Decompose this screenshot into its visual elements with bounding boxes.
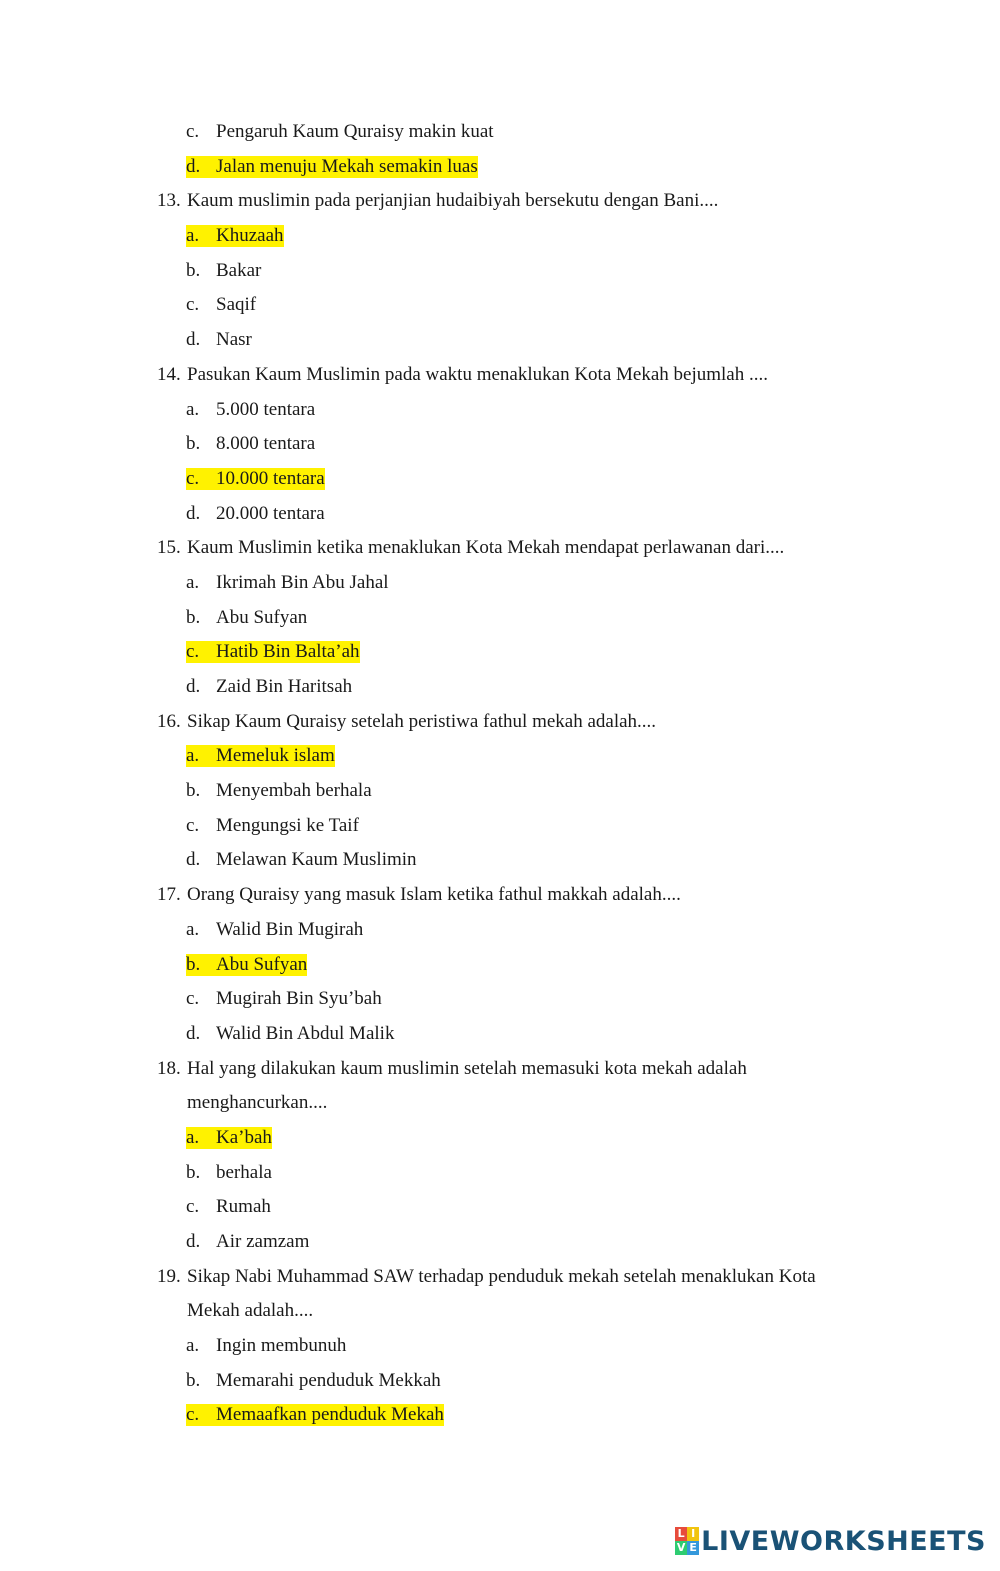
answer-option [0, 254, 1000, 289]
question-text: Mekah adalah.... [187, 1300, 314, 1322]
question-text-continuation [0, 1294, 1000, 1329]
option-text: Zaid Bin Haritsah [216, 676, 353, 697]
option-text: Pengaruh Kaum Quraisy makin kuat [216, 121, 494, 142]
answer-option [0, 1156, 1000, 1191]
option-letter: a. [186, 398, 200, 420]
option-text: Mengungsi ke Taif [216, 814, 359, 836]
option-text: Rumah [216, 1196, 271, 1218]
option-content [186, 260, 261, 282]
option-letter: a. [186, 745, 200, 767]
option-content [186, 988, 382, 1010]
option-content [186, 1370, 441, 1392]
option-letter: b. [186, 259, 201, 281]
answer-option [0, 288, 1000, 323]
option-content [186, 1231, 309, 1253]
question-number: 16. [157, 710, 181, 732]
option-content [186, 1127, 272, 1149]
answer-option [0, 427, 1000, 462]
answer-option-highlighted [0, 1398, 1000, 1433]
question-text: menghancurkan.... [187, 1092, 328, 1114]
option-content [186, 607, 307, 629]
option-text: Ikrimah Bin Abu Jahal [216, 571, 389, 593]
option-text: Jalan menuju Mekah semakin luas [216, 155, 478, 177]
logo-letter: I [687, 1527, 699, 1541]
answer-option [0, 323, 1000, 358]
answer-option [0, 115, 1000, 150]
option-text: Ka’bah [216, 1126, 272, 1148]
option-content [186, 121, 494, 143]
option-content [186, 1196, 271, 1218]
option-letter: d. [186, 155, 201, 177]
option-letter: d. [186, 329, 201, 351]
question-text: Sikap Kaum Quraisy setelah peristiwa fathul mekah adalah.... [187, 710, 657, 732]
option-text: Bakar [216, 259, 262, 281]
option-text: Mugirah Bin Syu’bah [216, 988, 382, 1010]
question-number: 18. [157, 1057, 181, 1079]
option-content [186, 1162, 272, 1184]
question-line [0, 184, 1000, 219]
option-letter: c. [186, 294, 200, 316]
answer-option [0, 774, 1000, 809]
option-letter: d. [186, 1022, 201, 1044]
option-text: 10.000 tentara [216, 467, 325, 489]
option-text: Memeluk islam [216, 745, 335, 767]
option-letter: c. [186, 814, 200, 836]
option-letter: d. [186, 502, 201, 524]
option-text: Walid Bin Abdul Malik [216, 1022, 395, 1044]
logo-letter: L [675, 1527, 687, 1541]
option-content [186, 815, 359, 837]
option-content [186, 433, 315, 455]
option-content [186, 329, 252, 351]
answer-option [0, 1364, 1000, 1399]
option-letter: b. [186, 1369, 201, 1391]
answer-option [0, 1017, 1000, 1052]
option-content [186, 745, 335, 767]
answer-option [0, 982, 1000, 1017]
question-number: 19. [157, 1265, 181, 1287]
option-content [186, 294, 256, 316]
option-text: berhala [216, 1161, 272, 1183]
question-text: Kaum muslimin pada perjanjian hudaibiyah bersekutu dengan Bani.... [187, 190, 719, 212]
option-content [186, 780, 372, 802]
worksheet-document [0, 115, 1000, 1433]
answer-option-highlighted [0, 739, 1000, 774]
answer-option [0, 670, 1000, 705]
answer-option [0, 393, 1000, 428]
option-content [186, 225, 284, 247]
option-letter: c. [186, 121, 200, 142]
option-letter: c. [186, 988, 200, 1010]
option-text: Ingin membunuh [216, 1335, 347, 1357]
question-text-continuation [0, 1086, 1000, 1121]
answer-option [0, 1190, 1000, 1225]
question-number: 13. [157, 190, 181, 212]
question-text: Sikap Nabi Muhammad SAW terhadap penduduk mekah setelah menaklukan Kota [187, 1265, 816, 1287]
answer-option-highlighted [0, 948, 1000, 983]
question-text: Orang Quraisy yang masuk Islam ketika fathul makkah adalah.... [187, 884, 681, 906]
question-text: Pasukan Kaum Muslimin pada waktu menaklukan Kota Mekah bejumlah .... [187, 363, 768, 385]
option-letter: c. [186, 467, 200, 489]
option-text: Melawan Kaum Muslimin [216, 849, 417, 871]
question-text: Hal yang dilakukan kaum muslimin setelah memasuki kota mekah adalah [187, 1057, 747, 1079]
option-letter: a. [186, 1126, 200, 1148]
option-text: Air zamzam [216, 1231, 310, 1252]
option-letter: a. [186, 1335, 200, 1357]
option-content [186, 676, 352, 698]
question-line [0, 358, 1000, 393]
option-content [186, 399, 315, 421]
question-line [0, 705, 1000, 740]
option-letter: b. [186, 606, 201, 628]
liveworksheets-logo-icon [675, 1527, 699, 1555]
option-letter: d. [186, 849, 201, 871]
question-number: 17. [157, 884, 181, 906]
question-text: Kaum Muslimin ketika menaklukan Kota Mekah mendapat perlawanan dari.... [187, 537, 785, 559]
answer-option [0, 566, 1000, 601]
option-letter: b. [186, 953, 201, 975]
option-letter: a. [186, 918, 200, 940]
option-content [186, 849, 417, 871]
answer-option-highlighted [0, 635, 1000, 670]
option-letter: c. [186, 1196, 200, 1218]
answer-option [0, 913, 1000, 948]
option-content [186, 1023, 394, 1045]
option-content [186, 156, 478, 178]
answer-option [0, 497, 1000, 532]
option-text: Memarahi penduduk Mekkah [216, 1369, 441, 1391]
option-content [186, 1335, 346, 1357]
option-letter: b. [186, 433, 201, 455]
option-content [186, 468, 325, 490]
option-text: Hatib Bin Balta’ah [216, 641, 360, 663]
option-letter: b. [186, 1161, 201, 1183]
answer-option [0, 1225, 1000, 1260]
option-letter: d. [186, 676, 201, 697]
answer-option [0, 601, 1000, 636]
question-line [0, 1052, 1000, 1087]
option-text: Saqif [216, 294, 257, 316]
option-text: 8.000 tentara [216, 433, 316, 455]
answer-option [0, 1329, 1000, 1364]
option-content [186, 919, 363, 941]
option-content [186, 641, 360, 663]
option-letter: b. [186, 780, 201, 802]
option-letter: a. [186, 571, 200, 593]
logo-letter: V [676, 1541, 686, 1554]
answer-option-highlighted [0, 1121, 1000, 1156]
option-letter: c. [186, 1404, 200, 1426]
option-text: 20.000 tentara [216, 502, 325, 524]
answer-option-highlighted [0, 462, 1000, 497]
option-content [186, 954, 307, 976]
option-content [186, 1404, 444, 1426]
option-text: Walid Bin Mugirah [216, 918, 364, 940]
option-text: 5.000 tentara [216, 398, 316, 420]
option-letter: d. [186, 1231, 201, 1252]
option-text: Khuzaah [216, 225, 284, 247]
liveworksheets-wordmark: LIVEWORKSHEETS [701, 1525, 986, 1557]
option-text: Abu Sufyan [216, 953, 308, 975]
question-line [0, 878, 1000, 913]
option-text: Abu Sufyan [216, 606, 308, 628]
answer-option-highlighted [0, 219, 1000, 254]
answer-option [0, 809, 1000, 844]
question-number: 15. [157, 537, 181, 559]
question-line [0, 1260, 1000, 1295]
logo-letter: E [687, 1541, 699, 1555]
option-text: Nasr [216, 329, 252, 351]
answer-option-highlighted [0, 150, 1000, 185]
option-letter: a. [186, 225, 200, 247]
option-text: Menyembah berhala [216, 780, 372, 802]
option-letter: c. [186, 641, 200, 663]
answer-option [0, 843, 1000, 878]
question-line [0, 531, 1000, 566]
option-text: Memaafkan penduduk Mekah [216, 1404, 444, 1426]
option-content [186, 503, 325, 525]
liveworksheets-brand [675, 1521, 986, 1561]
question-number: 14. [157, 363, 181, 385]
option-content [186, 572, 389, 594]
